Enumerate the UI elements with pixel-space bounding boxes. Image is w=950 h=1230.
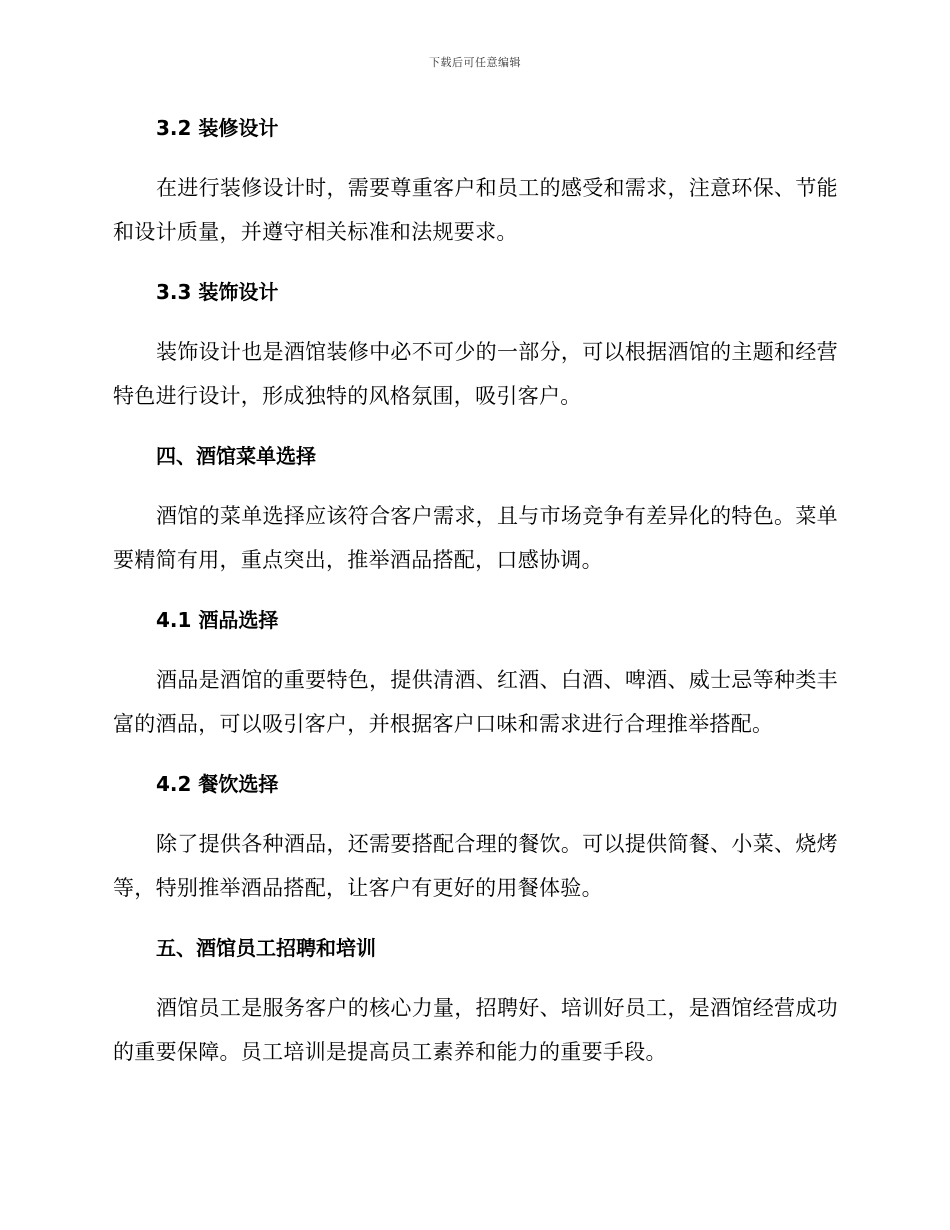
section-heading-4-1: 4.1 酒品选择 (156, 608, 279, 632)
paragraph-renovation-design: 在进行装修设计时，需要尊重客户和员工的感受和需求，注意环保、节能和设计质量，并遵守相关标准和法规要求。 (113, 176, 838, 244)
section-heading-5: 五、酒馆员工招聘和培训 (156, 936, 376, 960)
paragraph-wine-selection: 酒品是酒馆的重要特色，提供清酒、红酒、白酒、啤酒、威士忌等种类丰富的酒品，可以吸引客户，并根据客户口味和需求进行合理推举搭配。 (113, 668, 838, 736)
section-heading-4: 四、酒馆菜单选择 (156, 444, 316, 468)
section-heading-3-2: 3.2 装修设计 (156, 116, 279, 140)
paragraph-food-selection: 除了提供各种酒品，还需要搭配合理的餐饮。可以提供简餐、小菜、烧烤等，特别推举酒品搭配，让客户有更好的用餐体验。 (113, 832, 838, 900)
document-body (113, 112, 838, 1096)
paragraph-decoration-design: 装饰设计也是酒馆装修中必不可少的一部分，可以根据酒馆的主题和经营特色进行设计，形成独特的风格氛围，吸引客户。 (113, 340, 838, 408)
page-header: 下载后可任意编辑 (429, 56, 521, 69)
section-heading-3-3: 3.3 装饰设计 (156, 280, 279, 304)
paragraph-staff-training: 酒馆员工是服务客户的核心力量，招聘好、培训好员工，是酒馆经营成功的重要保障。员工培训是提高员工素养和能力的重要手段。 (113, 996, 838, 1064)
section-heading-4-2: 4.2 餐饮选择 (156, 772, 279, 796)
paragraph-menu-selection: 酒馆的菜单选择应该符合客户需求，且与市场竞争有差异化的特色。菜单要精简有用，重点突出，推举酒品搭配，口感协调。 (113, 504, 838, 572)
